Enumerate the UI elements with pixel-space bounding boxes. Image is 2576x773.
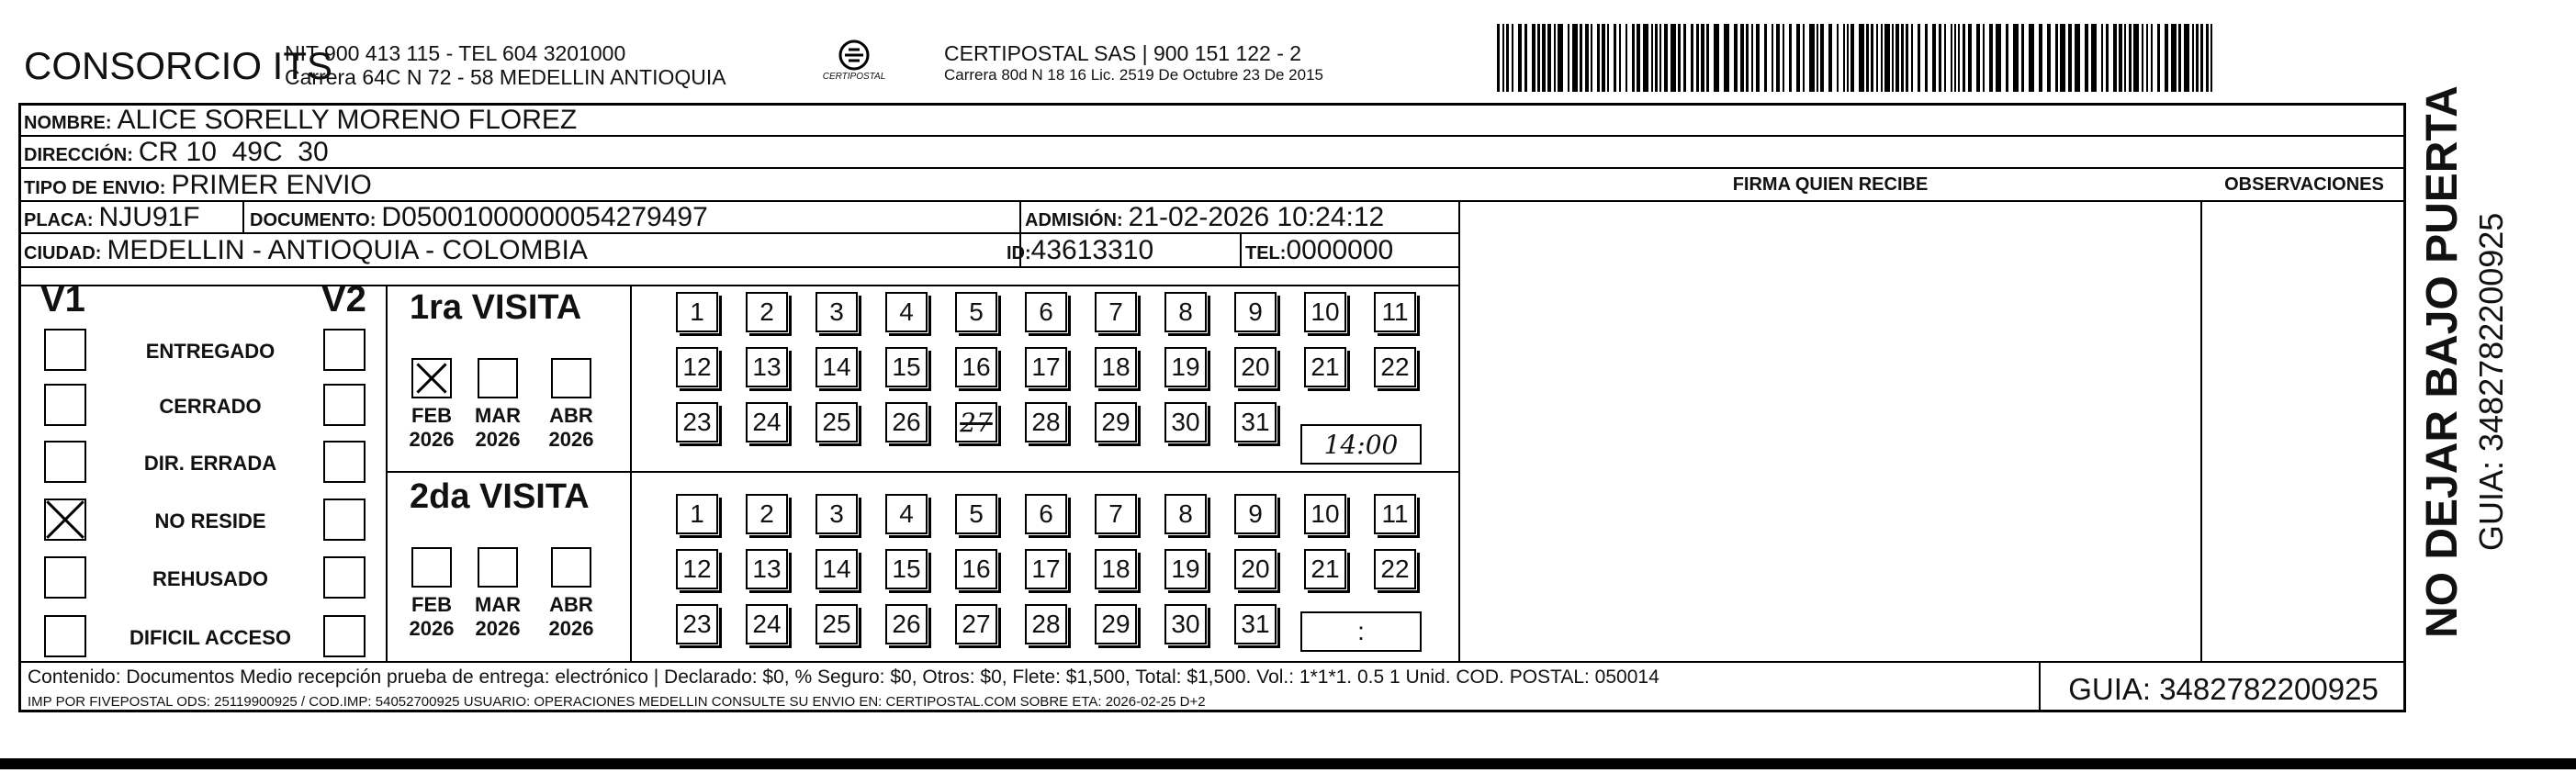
visit2-month-caption [399,593,464,641]
barcode-bar [2013,24,2019,92]
nombre-value: ALICE SORELLY MORENO FLOREZ [117,105,578,135]
barcode-bar [1932,24,1936,92]
visit2-day-6[interactable]: 6 [1025,494,1067,534]
barcode-bar [1696,24,1699,92]
side-guia: GUIA: 3482782200925 [2472,212,2510,551]
id-value: 43613310 [1030,235,1154,265]
id-row [1007,235,1153,266]
visit2-day-31[interactable]: 31 [1234,604,1277,644]
visit2-day-16[interactable]: 16 [955,549,997,589]
visit2-day-8[interactable]: 8 [1164,494,1207,534]
barcode-bar [1820,24,1824,92]
barcode-bar [2196,24,2199,92]
barcode-bar [1637,24,1640,92]
barcode-bar [1884,24,1890,92]
barcode-bar [1670,24,1676,92]
barcode-bar [1706,24,1709,92]
barcode-bar [2029,24,2034,92]
barcode-bar [1580,24,1582,92]
barcode-bar [2206,24,2209,92]
barcode-bar [1756,24,1760,92]
visit1-day-24[interactable]: 24 [746,402,788,443]
visit2-year-label: 2026 [409,617,455,640]
visit2-day-15[interactable]: 15 [885,549,928,589]
ciudad-row [24,235,588,266]
visit1-day-2[interactable]: 2 [746,292,788,332]
barcode-bar [1901,24,1904,92]
visit1-day-23[interactable]: 23 [676,402,718,443]
visit1-day-14[interactable]: 14 [816,347,858,387]
v2-label: V2 [321,279,366,319]
barcode-bar [1996,24,2001,92]
barcode-bar [1968,24,1972,92]
visit1-day-8[interactable]: 8 [1164,292,1207,332]
barcode-bar [1871,24,1873,92]
status-label-rehusado: REHUSADO [152,567,268,590]
barcode-bar [2039,24,2042,92]
barcode-bar [1602,24,1605,92]
visit1-day-17[interactable]: 17 [1025,347,1067,387]
barcode-bar [1558,24,1563,92]
visit1-day-26[interactable]: 26 [885,402,928,443]
visit2-day-9[interactable]: 9 [1234,494,1277,534]
company-address: Carrera 64C N 72 - 58 MEDELLIN ANTIOQUIA [285,65,726,89]
v2-checkbox-entregado[interactable] [323,329,366,371]
barcode-bar [1506,24,1509,92]
visit2-day-18[interactable]: 18 [1095,549,1137,589]
visit2-day-17[interactable]: 17 [1025,549,1067,589]
barcode-bar [1714,24,1719,92]
status-label-dir-errada: DIR. ERRADA [143,452,277,475]
visit2-month-label: MAR [474,593,522,616]
visit2-day-2[interactable]: 2 [746,494,788,534]
barcode-bar [1764,24,1767,92]
v2-checkbox-no-reside[interactable] [323,499,366,541]
company-nit: NIT 900 413 115 - TEL 604 3201000 [285,41,626,65]
barcode-bar [2124,24,2126,92]
barcode-bar [1892,24,1894,92]
v1-checkbox-dir-errada[interactable] [44,441,86,483]
visit2-year-label: 2026 [548,617,594,640]
visit2-day-10[interactable]: 10 [1304,494,1346,534]
barcode-bar [2021,24,2024,92]
visit1-day-30[interactable]: 30 [1164,402,1207,443]
courier-name: CERTIPOSTAL SAS | 900 151 122 - 2 [944,41,1302,65]
barcode-bar [2101,24,2103,92]
visit1-day-12[interactable]: 12 [676,347,718,387]
footer-print-line: IMP POR FIVEPOSTAL ODS: 25119900925 / COD.IMP: 54052700925 USUARIO: OPERACIONES MEDELLIN CONSULTE SU ENVIO EN: CERTIPOSTAL.COM SOBRE ETA: 2026-02-25 D+2 [28,694,1206,710]
barcode-bar [1803,24,1805,92]
barcode-bar [2119,24,2122,92]
observations-area[interactable] [2204,204,2404,659]
barcode-bar [2060,24,2065,92]
placa-row [24,202,200,233]
barcode-bar [1625,24,1627,92]
barcode-bar [1664,24,1668,92]
visit1-month-box-abr[interactable] [551,358,591,398]
company-name: CONSORCIO ITS [24,44,333,87]
visit2-month-label: ABR [549,593,593,616]
barcode-bar [2106,24,2109,92]
visit2-day-12[interactable]: 12 [676,549,718,589]
courier-address: Carrera 80d N 18 16 Lic. 2519 De Octubre 23 De 2015 [944,66,1323,84]
barcode-bar [1568,24,1569,92]
v1-checkbox-dificil-acceso[interactable] [44,615,86,657]
status-label-entregado: ENTREGADO [145,340,276,363]
barcode-bar [1906,24,1908,92]
barcode-bar [1776,24,1780,92]
placa-label: PLACA: [24,210,94,230]
barcode-bar [2151,24,2153,92]
tel-label: TEL: [1245,243,1287,263]
guia-box: GUIA: 3482782200925 [2068,672,2379,706]
barcode-bar [1866,24,1869,92]
visit2-day-29[interactable]: 29 [1095,604,1137,644]
visit1-time-box[interactable]: 14:00 [1300,424,1422,465]
barcode-bar [1963,24,1965,92]
visit2-day-3[interactable]: 3 [816,494,858,534]
signature-area[interactable] [1462,204,2199,659]
barcode-bar [1683,24,1686,92]
admision-label: ADMISIÓN: [1025,210,1123,230]
barcode-bar [2146,24,2148,92]
barcode-bar [1724,24,1729,92]
visit2-day-13[interactable]: 13 [746,549,788,589]
barcode-bar [1751,24,1753,92]
barcode-bar [1619,24,1621,92]
visit2-month-box-mar[interactable] [478,547,518,588]
id-label: ID: [1007,243,1031,263]
visit2-day-26[interactable]: 26 [885,604,928,644]
visit1-day-31[interactable]: 31 [1234,402,1277,443]
visit1-day-9[interactable]: 9 [1234,292,1277,332]
v2-checkbox-dificil-acceso[interactable] [323,615,366,657]
tipo-envio-label: TIPO DE ENVIO: [24,178,166,198]
barcode-bar [1911,24,1913,92]
visit1-day-11[interactable]: 11 [1374,292,1416,332]
visit1-day-20[interactable]: 20 [1234,347,1277,387]
visit1-day-7[interactable]: 7 [1095,292,1137,332]
barcode-bar [2047,24,2051,92]
barcode-bar [2113,24,2117,92]
barcode-bar [2157,24,2160,92]
barcode-bar [1881,24,1883,92]
status-label-cerrado: CERRADO [159,395,262,418]
barcode-bar [2085,24,2088,92]
barcode-bar [1809,24,1815,92]
visit1-day-10[interactable]: 10 [1304,292,1346,332]
visit1-month-caption [539,404,603,452]
visit2-year-label: 2026 [475,617,521,640]
barcode-bar [1591,24,1592,92]
barcode-bar [2178,24,2181,92]
v1-checkbox-no-reside[interactable] [44,499,86,541]
barcode-bar [1989,24,1993,92]
barcode-bar [1502,24,1504,92]
barcode-bar [1572,24,1578,92]
barcode-bar [1939,24,1941,92]
bottom-edge [0,758,2576,769]
barcode-bar [1691,24,1693,92]
visit2-month-box-abr[interactable] [551,547,591,588]
barcode-bar [1796,24,1800,92]
side-notice: NO DEJAR BAJO PUERTA [2418,85,2467,638]
visit2-day-30[interactable]: 30 [1164,604,1207,644]
barcode-bar [1944,24,1946,92]
visit2-day-19[interactable]: 19 [1164,549,1207,589]
tipo-envio-value: PRIMER ENVIO [171,170,372,200]
visit2-day-5[interactable]: 5 [955,494,997,534]
v1-checkbox-cerrado[interactable] [44,384,86,426]
barcode-bar [2200,24,2203,92]
barcode-bar [1746,24,1749,92]
status-label-no-reside: NO RESIDE [154,510,266,532]
barcode-bar [1837,24,1839,92]
visit1-day-15[interactable]: 15 [885,347,928,387]
barcode-bar [2165,24,2168,92]
barcode-bar [1740,24,1744,92]
ciudad-label: CIUDAD: [24,243,102,263]
barcode [1497,24,2222,92]
ciudad-value: MEDELLIN - ANTIOQUIA - COLOMBIA [107,235,588,265]
barcode-bar [1585,24,1589,92]
barcode-bar [1497,24,1500,92]
visit2-day-28[interactable]: 28 [1025,604,1067,644]
barcode-bar [1918,24,1920,92]
visit2-day-27[interactable]: 27 [955,604,997,644]
documento-value: D05001000000054279497 [381,202,708,232]
visit2-title: 2da VISITA [410,477,590,516]
barcode-bar [1958,24,1960,92]
visit1-year-label: 2026 [548,428,594,451]
visit1-day-28[interactable]: 28 [1025,402,1067,443]
visit2-day-25[interactable]: 25 [816,604,858,644]
barcode-bar [2184,24,2189,92]
firma-header: FIRMA QUIEN RECIBE [1732,174,1929,195]
barcode-bar [1925,24,1928,92]
tipo-envio-row [24,170,372,201]
visit1-day-18[interactable]: 18 [1095,347,1137,387]
barcode-bar [1772,24,1773,92]
barcode-bar [1655,24,1658,92]
barcode-bar [1554,24,1556,92]
visit2-month-caption [466,593,530,641]
logo-text: CERTIPOSTAL [822,72,886,82]
visit2-day-22[interactable]: 22 [1374,549,1416,589]
barcode-bar [1734,24,1738,92]
visit1-month-box-feb[interactable] [411,358,452,398]
barcode-bar [1632,24,1635,92]
placa-value: NJU91F [98,202,200,232]
barcode-bar [2006,24,2008,92]
barcode-bar [2055,24,2058,92]
visit2-day-23[interactable]: 23 [676,604,718,644]
visit1-day-19[interactable]: 19 [1164,347,1207,387]
visit1-month-label: ABR [549,404,593,427]
visit1-month-caption [466,404,530,452]
visit2-day-11[interactable]: 11 [1374,494,1416,534]
v2-checkbox-cerrado[interactable] [323,384,366,426]
visit2-day-7[interactable]: 7 [1095,494,1137,534]
visit1-month-label: FEB [411,404,452,427]
visit1-day-4[interactable]: 4 [885,292,928,332]
visit2-month-caption [539,593,603,641]
visit1-day-5[interactable]: 5 [955,292,997,332]
barcode-bar [1828,24,1832,92]
tel-value: 0000000 [1286,235,1394,265]
visit1-day-1[interactable]: 1 [676,292,718,332]
v2-checkbox-dir-errada[interactable] [323,441,366,483]
visit2-day-21[interactable]: 21 [1304,549,1346,589]
observaciones-header: OBSERVACIONES [2224,174,2384,195]
visit2-month-box-feb[interactable] [411,547,452,588]
barcode-bar [1789,24,1792,92]
barcode-bar [1614,24,1616,92]
documento-row [250,202,708,233]
visit1-month-label: MAR [474,404,522,427]
barcode-bar [1895,24,1899,92]
visit2-time-box[interactable]: : [1300,611,1422,652]
v1-label: V1 [40,279,85,319]
visit1-year-label: 2026 [475,428,521,451]
barcode-bar [2142,24,2143,92]
direccion-value: CR 10 49C 30 [138,137,329,167]
v2-checkbox-rehusado[interactable] [323,556,366,599]
barcode-bar [1817,24,1818,92]
barcode-bar [2171,24,2177,92]
barcode-bar [1678,24,1681,92]
barcode-bar [1651,24,1653,92]
status-label-dificil-acceso: DIFICIL ACCESO [129,626,291,649]
v1-checkbox-rehusado[interactable] [44,556,86,599]
barcode-bar [1850,24,1854,92]
visit1-day-21[interactable]: 21 [1304,347,1346,387]
nombre-row [24,105,577,136]
visit1-day-13[interactable]: 13 [746,347,788,387]
barcode-bar [1643,24,1648,92]
visit2-day-20[interactable]: 20 [1234,549,1277,589]
visit1-month-caption [399,404,464,452]
barcode-bar [1542,24,1546,92]
visit1-month-box-mar[interactable] [478,358,518,398]
visit2-day-24[interactable]: 24 [746,604,788,644]
barcode-bar [1847,24,1849,92]
visit1-day-16[interactable]: 16 [955,347,997,387]
v1-checkbox-entregado[interactable] [44,329,86,371]
visit1-day-27[interactable]: 27 [955,402,997,443]
documento-label: DOCUMENTO: [250,210,377,230]
barcode-bar [1607,24,1609,92]
barcode-bar [2091,24,2097,92]
visit1-day-25[interactable]: 25 [816,402,858,443]
barcode-bar [1537,24,1540,92]
barcode-bar [1783,24,1784,92]
visit1-title: 1ra VISITA [410,288,582,327]
footer-content-line: Contenido: Documentos Medio recepción prueba de entrega: electrónico | Declarado: $0, % Seguro: $0, Otros: $0, Flete: $1,500, Total: $1,500. Vol.: 1*1*1. 0.5 1 Unid. COD. POSTAL: 050014 [28,667,1659,688]
direccion-label: DIRECCIÓN: [24,145,133,165]
barcode-bar [2133,24,2139,92]
visit2-day-1[interactable]: 1 [676,494,718,534]
direccion-row [24,137,329,168]
barcode-bar [1951,24,1952,92]
barcode-bar [1876,24,1878,92]
barcode-bar [1983,24,1985,92]
nombre-label: NOMBRE: [24,113,112,133]
visit2-day-14[interactable]: 14 [816,549,858,589]
barcode-bar [1701,24,1704,92]
visit1-day-6[interactable]: 6 [1025,292,1067,332]
visit2-month-label: FEB [411,593,452,616]
tel-row [1245,235,1393,266]
barcode-bar [1659,24,1661,92]
barcode-bar [2210,24,2212,92]
admision-value: 21-02-2026 10:24:12 [1128,202,1385,232]
visit1-year-label: 2026 [409,428,455,451]
barcode-bar [1547,24,1551,92]
barcode-bar [2192,24,2194,92]
visit1-day-29[interactable]: 29 [1095,402,1137,443]
barcode-bar [2068,24,2072,92]
barcode-bar [1512,24,1513,92]
barcode-bar [1843,24,1845,92]
barcode-bar [1859,24,1864,92]
certipostal-logo [808,39,900,94]
barcode-bar [1597,24,1600,92]
barcode-bar [1976,24,1980,92]
visit1-day-22[interactable]: 22 [1374,347,1416,387]
barcode-bar [1954,24,1956,92]
barcode-bar [1524,24,1527,92]
visit2-day-4[interactable]: 4 [885,494,928,534]
barcode-bar [2129,24,2132,92]
barcode-bar [1532,24,1535,92]
visit1-day-3[interactable]: 3 [816,292,858,332]
admision-row [1025,202,1384,233]
barcode-bar [1518,24,1522,92]
barcode-bar [2075,24,2080,92]
